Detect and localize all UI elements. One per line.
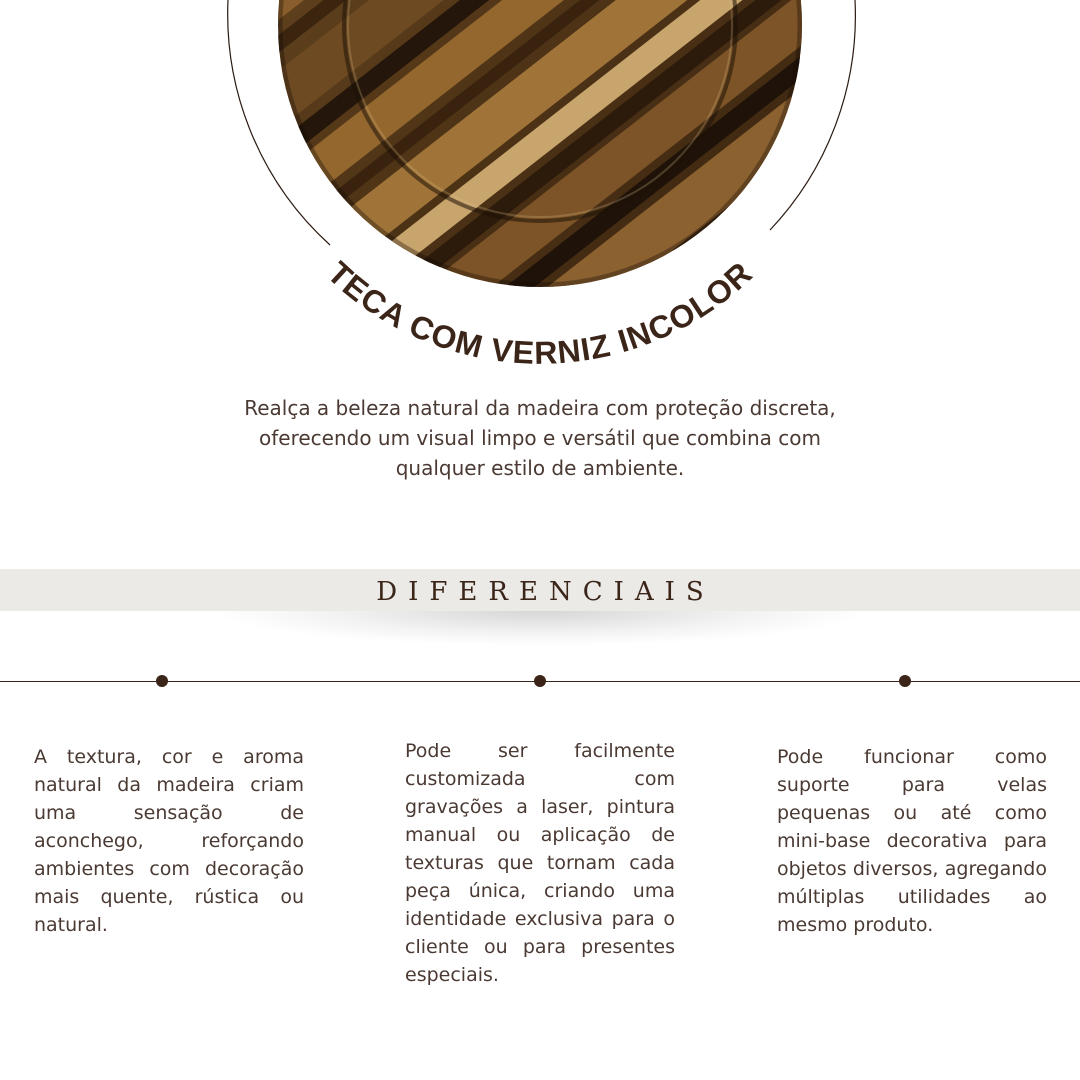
feature-text: Pode ser facilmente customizada com gravações a laser, pintura manual ou aplicação de texturas que tornam cada peça única, criando uma identidade exclusiva para o cliente ou para presentes especiais. [405, 740, 675, 986]
timeline-dot [899, 675, 911, 687]
wood-coaster-image [97, 0, 984, 380]
timeline-dot [534, 675, 546, 687]
section-title: DIFERENCIAIS [376, 577, 715, 607]
feature-text: Pode funcionar como suporte para velas pequenas ou até como mini-base decorativa para objetos diversos, agregando múltiplas utilidades ao mesmo produto. [777, 746, 1047, 936]
hero-product-visual [0, 0, 1080, 380]
timeline-dot [156, 675, 168, 687]
section-band-shadow [220, 611, 860, 645]
curved-product-title: TECA COM VERNIZ INCOLOR [320, 254, 760, 371]
product-description: Realça a beleza natural da madeira com proteção discreta, oferecendo um visual limpo e versátil que combina com qualquer estilo de ambiente. [244, 396, 836, 480]
feature-text: A textura, cor e aroma natural da madeira criam uma sensação de aconchego, reforçando ambientes com decoração mais quente, rústica ou natural. [34, 746, 304, 936]
